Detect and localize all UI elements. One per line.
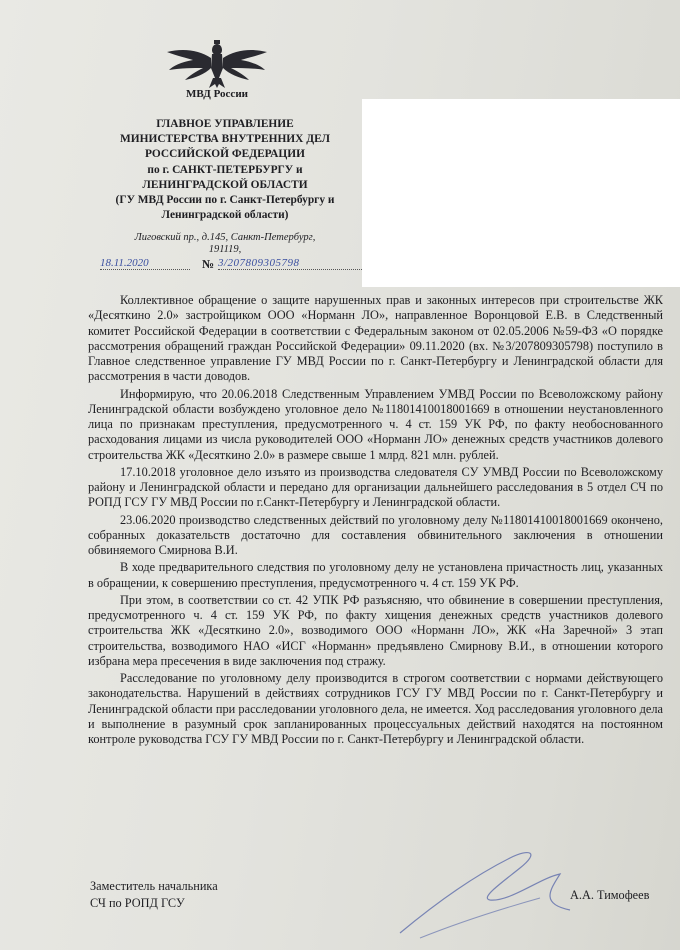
mvd-label: МВД России (185, 88, 248, 100)
body-paragraph: 17.10.2018 уголовное дело изъято из производства следователя СУ УМВД России по Всеволожскому району и Ленинградской области и передано для организации дальнейшего расследования в 5 отдел СЧ по РОПД ГСУ ГУ МВД России по г.Санкт-Петербургу и Ленинградской области. (88, 464, 663, 510)
signer-name: А.А. Тимофеев (570, 888, 650, 902)
registration-line (100, 257, 365, 275)
org-line: по г. САНКТ-ПЕТЕРБУРГУ и (147, 163, 303, 176)
number-sign: № (202, 257, 215, 271)
address (95, 232, 355, 256)
org-line: МИНИСТЕРСТВА ВНУТРЕННИХ ДЕЛ (119, 133, 331, 146)
body-paragraph: При этом, в соответствии со ст. 42 УПК РФ разъясняю, что обвинение в совершении преступления, предусмотренного ч. 4 ст. 159 УК РФ, по факту хищения денежных средств участников долевого строительства ЖК «Десяткино 2.0», возводимого ООО «Норманн ЛО», ЖК «На Заречной» 3 этап строительства, возводимого НАО «ИСГ «Норманн» предъявлено Смирнову В.И., в отношении которого избрана мера пресечения в виде заключения под стражу. (88, 592, 663, 668)
organization-name (80, 117, 370, 223)
body-paragraph: Расследование по уголовному делу производится в строгом соответствии с нормами действующего законодательства. Нарушений в действиях сотрудников ГСУ ГУ МВД России по г. Санкт-Петербургу и Ленинградской области при расследовании уголовного дела, не имеется. Ход расследования уголовного дела и выполнение в разумный срок запланированных процессуальных действий находятся на постоянном контроле руководства ГСУ ГУ МВД России по г. Санкт-Петербургу и Ленинградской области. (88, 671, 663, 746)
signer-department: СЧ по РОПД ГСУ (90, 896, 185, 910)
org-line: (ГУ МВД России по г. Санкт-Петербургу и (115, 194, 335, 207)
org-line: ГЛАВНОЕ УПРАВЛЕНИЕ (156, 118, 294, 130)
address-line: Лиговский пр., д.145, Санкт-Петербург, (134, 232, 316, 243)
org-line: ЛЕНИНГРАДСКОЙ ОБЛАСТИ (142, 178, 308, 191)
signer-position: Заместитель начальника (90, 879, 218, 893)
body-paragraph: В ходе предварительного следствия по уголовному делу не установлена причастность лиц, указанных в обращении, к совершению преступления, предусмотренного ч. 4 ст. 159 УК РФ. (88, 560, 663, 590)
signature-block (90, 878, 218, 912)
org-line: РОССИЙСКОЙ ФЕДЕРАЦИИ (145, 148, 305, 161)
letter-number: 3/207809305798 (218, 257, 364, 270)
double-headed-eagle-icon (163, 38, 271, 90)
signature-scribble-icon (390, 838, 590, 948)
org-line: Ленинградской области) (161, 209, 289, 222)
body-paragraph: Коллективное обращение о защите нарушенных прав и законных интересов при строительстве ЖК «Десяткино 2.0» застройщиком ООО «Норманн ЛО», направленное Воронцовой Е.В. в Следственный комитет Российской Федерации в соответствии с Федеральным законом от 02.05.2006 №59-ФЗ «О порядке рассмотрения обращений граждан Российской Федерации» 09.11.2020 (вх. №3/207809305798) поступило в Главное следственное управление ГУ МВД России по г. Санкт-Петербургу и Ленинградской области для рассмотрения в части доводов. (88, 293, 663, 384)
body-paragraph: 23.06.2020 производство следственных действий по уголовному делу №11801410018001669 окончено, собранных доказательств достаточно для составления обвинительного заключения в отношении обвиняемого Смирнова В.И. (88, 512, 663, 557)
address-line: 191119, (208, 244, 242, 255)
letter-date: 18.11.2020 (100, 257, 190, 270)
letter-body (88, 293, 663, 749)
body-paragraph: Информирую, что 20.06.2018 Следственным Управлением УМВД России по Всеволожскому району Ленинградской области возбуждено уголовное дело №11801410018001669 в отношении неустановленного лица по признакам преступления, предусмотренного ч. 4 ст. 159 УК РФ, по факту необоснованного расходования лицами из числа руководителей ООО «Норманн ЛО» денежных средств участников долевого строительства ЖК «Десяткино 2.0» в размере свыше 1 млрд. 821 млн. рублей. (88, 386, 663, 462)
redacted-area (362, 99, 680, 287)
